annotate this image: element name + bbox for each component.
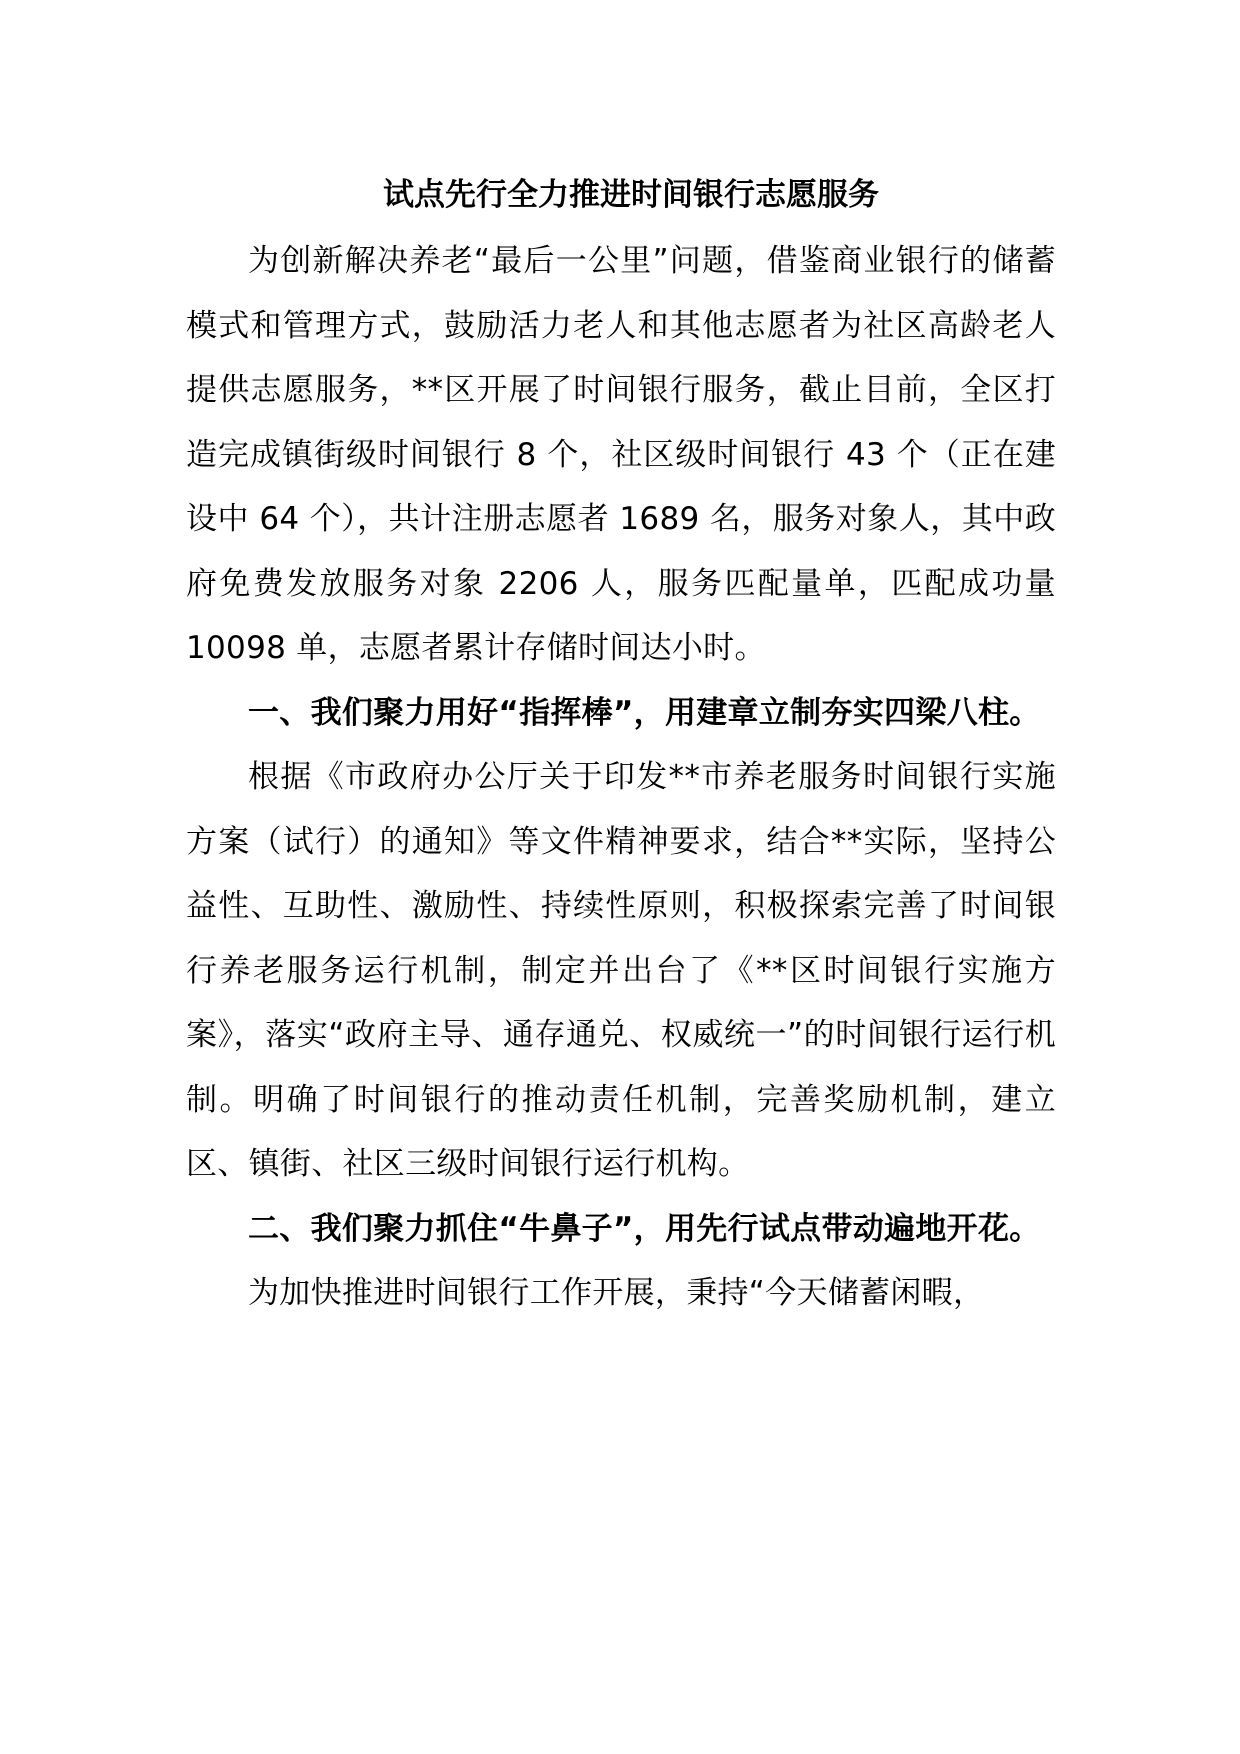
section-2-paragraph: 为加快推进时间银行工作开展，秉持“今天储蓄闲暇，	[248, 1275, 985, 1311]
intro-paragraph: 为创新解决养老“最后一公里”问题，借鉴商业银行的储蓄模式和管理方式，鼓励活力老人和其他志愿者为社区高龄老人提供志愿服务，**区开展了时间银行服务，截止目前，全区打造完成镇街级时间银行 8 个，社区级时间银行 43 个（正在建设中 64 个），共计注册志愿者 1689 名，服务对象人，其中政府免费发放服务对象 2206 人，服务匹配量单，匹配成功量 10098 单，志愿者累计存储时间达小时。	[186, 243, 1056, 666]
section-1-paragraph: 根据《市政府办公厅关于印发**市养老服务时间银行实施方案（试行）的通知》等文件精神要求，结合**实际，坚持公益性、互助性、激励性、持续性原则，积极探索完善了时间银行养老服务运行机制，制定并出台了《**区时间银行实施方案》，落实“政府主导、通存通兑、权威统一”的时间银行运行机制。明确了时间银行的推动责任机制，完善奖励机制，建立区、镇街、社区三级时间银行运行机构。	[186, 759, 1056, 1182]
document-page	[186, 170, 1056, 1326]
document-title: 试点先行全力推进时间银行志愿服务	[383, 177, 879, 213]
section-heading-1: 一、我们聚力用好“指挥棒”，用建章立制夯实四梁八柱。	[248, 694, 1041, 731]
section-heading-2: 二、我们聚力抓住“牛鼻子”，用先行试点带动遍地开花。	[248, 1210, 1041, 1247]
